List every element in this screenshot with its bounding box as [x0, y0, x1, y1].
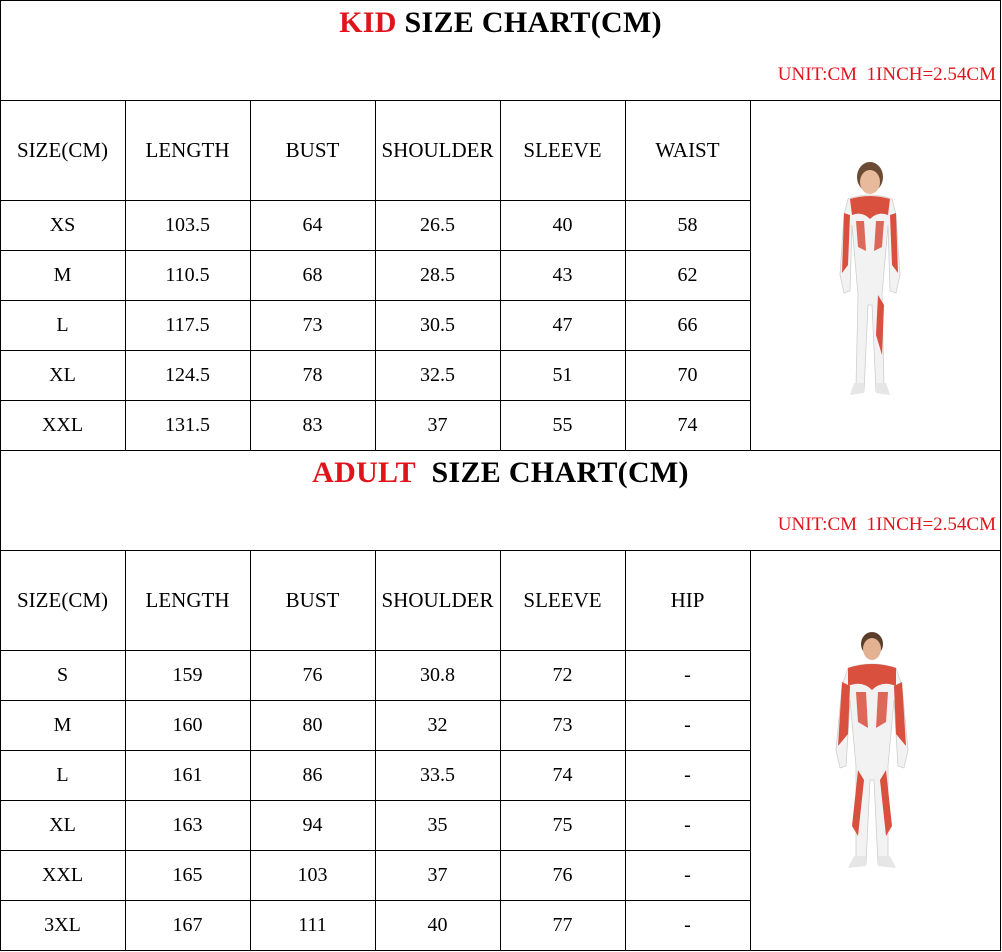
kid-row-l-shoulder: 30.5 — [420, 314, 455, 336]
adult-model-image — [822, 630, 922, 870]
kid-row-m-bust: 68 — [302, 264, 323, 286]
adult-row-3xl-shoulder: 40 — [427, 914, 448, 936]
kid-row-xxl-length: 131.5 — [165, 414, 210, 436]
kid-row-xs-bust: 64 — [302, 214, 323, 236]
kid-row-xxl-sleeve: 55 — [552, 414, 573, 436]
kid-row-xl-waist: 70 — [677, 364, 698, 386]
adult-header-length: LENGTH — [145, 588, 230, 612]
adult-row-s-hip: - — [684, 664, 691, 686]
kid-row-l-length: 117.5 — [165, 314, 210, 336]
kid-title-rest: SIZE CHART(CM) — [404, 6, 662, 39]
adult-row-xl-size: XL — [49, 814, 76, 836]
kid-header-bust: BUST — [285, 138, 340, 162]
adult-row-s-size: S — [56, 664, 69, 686]
kid-row-m-waist: 62 — [677, 264, 698, 286]
adult-row-3xl-hip: - — [684, 914, 691, 936]
adult-row-xxl-size: XXL — [41, 864, 84, 886]
kid-header-sleeve: SLEEVE — [523, 138, 602, 162]
adult-title-rest: SIZE CHART(CM) — [431, 456, 689, 489]
adult-header-shoulder: SHOULDER — [381, 588, 494, 612]
kid-row-xl-length: 124.5 — [165, 364, 210, 386]
kid-row-xxl-size: XXL — [41, 414, 84, 436]
adult-row-s-bust: 76 — [302, 664, 323, 686]
kid-title-accent: KID — [339, 6, 397, 39]
kid-row-xs-size: XS — [49, 214, 76, 236]
kid-row-m-length: 110.5 — [165, 264, 210, 286]
adult-row-xl-bust: 94 — [302, 814, 323, 836]
adult-unit-note: UNIT:CM 1INCH=2.54CM — [777, 514, 996, 535]
kid-row-xxl-waist: 74 — [677, 414, 698, 436]
adult-row-l-length: 161 — [172, 764, 203, 786]
kid-row-xs-length: 103.5 — [165, 214, 210, 236]
adult-row-xxl-length: 165 — [172, 864, 203, 886]
adult-row-m-hip: - — [684, 714, 691, 736]
adult-row-3xl-sleeve: 77 — [552, 914, 573, 936]
kid-row-xl-bust: 78 — [302, 364, 323, 386]
adult-header-sleeve: SLEEVE — [523, 588, 602, 612]
adult-row-xxl-bust: 103 — [297, 864, 328, 886]
kid-row-xs-shoulder: 26.5 — [420, 214, 455, 236]
kid-row-l-sleeve: 47 — [552, 314, 573, 336]
adult-row-m-bust: 80 — [302, 714, 323, 736]
adult-row-xl-hip: - — [684, 814, 691, 836]
adult-row-s-shoulder: 30.8 — [420, 664, 455, 686]
adult-header-size: SIZE(CM) — [17, 588, 108, 612]
kid-row-l-bust: 73 — [302, 314, 323, 336]
kid-header-length: LENGTH — [145, 138, 230, 162]
kid-chart-title — [0, 6, 1001, 40]
kid-row-l-size: L — [56, 314, 69, 336]
kid-row-m-shoulder: 28.5 — [420, 264, 455, 286]
adult-row-xxl-shoulder: 37 — [427, 864, 448, 886]
adult-row-l-shoulder: 33.5 — [420, 764, 455, 786]
adult-row-xxl-sleeve: 76 — [552, 864, 573, 886]
adult-row-m-sleeve: 73 — [552, 714, 573, 736]
adult-row-m-shoulder: 32 — [427, 714, 448, 736]
kid-row-xl-shoulder: 32.5 — [420, 364, 455, 386]
adult-row-3xl-length: 167 — [172, 914, 203, 936]
adult-row-m-size: M — [53, 714, 72, 736]
kid-row-xs-waist: 58 — [677, 214, 698, 236]
adult-row-xl-shoulder: 35 — [427, 814, 448, 836]
adult-chart-title — [0, 456, 1001, 490]
kid-row-m-size: M — [53, 264, 72, 286]
kid-row-xl-sleeve: 51 — [552, 364, 573, 386]
kid-row-xxl-shoulder: 37 — [427, 414, 448, 436]
adult-row-l-size: L — [56, 764, 69, 786]
adult-row-xl-sleeve: 75 — [552, 814, 573, 836]
kid-header-size: SIZE(CM) — [17, 138, 108, 162]
adult-row-3xl-bust: 111 — [298, 914, 327, 936]
kid-header-waist: WAIST — [655, 138, 720, 162]
kid-unit-note: UNIT:CM 1INCH=2.54CM — [777, 64, 996, 85]
adult-row-xl-length: 163 — [172, 814, 203, 836]
adult-row-s-sleeve: 72 — [552, 664, 573, 686]
kid-row-m-sleeve: 43 — [552, 264, 573, 286]
kid-row-xl-size: XL — [49, 364, 76, 386]
adult-row-3xl-size: 3XL — [44, 914, 81, 936]
kid-row-l-waist: 66 — [677, 314, 698, 336]
adult-header-hip: HIP — [670, 588, 705, 612]
adult-title-accent: ADULT — [312, 456, 416, 489]
adult-row-l-bust: 86 — [302, 764, 323, 786]
adult-row-xxl-hip: - — [684, 864, 691, 886]
kid-row-xxl-bust: 83 — [302, 414, 323, 436]
kid-model-image — [820, 155, 920, 400]
kid-row-xs-sleeve: 40 — [552, 214, 573, 236]
adult-header-bust: BUST — [285, 588, 340, 612]
adult-row-m-length: 160 — [172, 714, 203, 736]
adult-row-l-sleeve: 74 — [552, 764, 573, 786]
adult-row-s-length: 159 — [172, 664, 203, 686]
adult-row-l-hip: - — [684, 764, 691, 786]
kid-header-shoulder: SHOULDER — [381, 138, 494, 162]
